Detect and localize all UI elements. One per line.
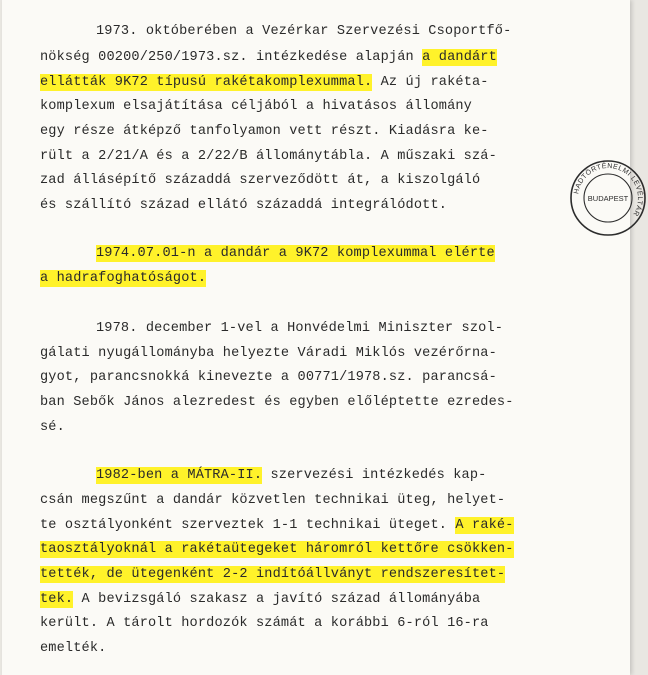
highlighted-text: tették, de ütegenként 2-2 indítóállványt rendszeresítet-	[40, 567, 506, 582]
text-line	[40, 419, 65, 437]
highlighted-text: tek.	[40, 592, 74, 607]
text-segment: zad állásépítő századdá szerveződött át, a kiszolgáló	[40, 173, 481, 188]
highlighted-text: a hadrafoghatóságot.	[40, 271, 207, 286]
text-segment: sé.	[40, 420, 65, 435]
text-line	[40, 123, 489, 141]
text-segment: A bevizsgáló szakasz a javító század állományába	[73, 592, 481, 607]
text-line	[40, 394, 514, 412]
text-line	[40, 566, 505, 584]
text-line	[40, 517, 514, 535]
text-line	[40, 640, 106, 658]
text-line	[40, 98, 472, 116]
text-segment: került. A tárolt hordozók számát a korábbi 6-ról 16-ra	[40, 616, 489, 631]
text-segment: egy része átképző tanfolyamon vett részt. Kiadásra ke-	[40, 124, 489, 139]
document-page	[2, 0, 644, 675]
stamp-center-text: BUDAPEST	[587, 194, 629, 203]
highlighted-text: taosztályoknál a rakétaütegeket háromról kettőre csökken-	[40, 542, 514, 557]
highlighted-text: 1974.07.01-n a dandár a 9K72 komplexummal elérte	[96, 246, 495, 261]
text-line	[96, 320, 503, 338]
text-line	[96, 467, 486, 485]
text-line	[40, 369, 497, 387]
text-line	[96, 23, 511, 41]
text-segment: szervezési intézkedés kap-	[262, 468, 487, 483]
highlighted-text: A raké-	[455, 518, 514, 533]
text-line	[40, 345, 497, 363]
text-segment: és szállító század ellátó századdá integrálódott.	[40, 198, 448, 213]
text-segment: komplexum elsajátítása céljából a hivatásos állomány	[40, 99, 472, 114]
text-segment: emelték.	[40, 641, 107, 656]
text-segment: rült a 2/21/A és a 2/22/B állománytábla. A műszaki szá-	[40, 149, 497, 164]
text-line	[96, 245, 495, 263]
text-line	[40, 270, 206, 288]
text-line	[40, 49, 497, 67]
text-line	[40, 172, 480, 190]
text-segment: gálati nyugállományba helyezte Váradi Miklós vezérőrna-	[40, 346, 497, 361]
stamp-ring-text: HADTÖRTÉNELMI LEVÉLTÁR	[573, 162, 644, 218]
text-line	[40, 591, 480, 609]
text-segment: 1978. december 1-vel a Honvédelmi Miniszter szol-	[96, 321, 504, 336]
text-line	[40, 148, 497, 166]
text-line	[40, 197, 447, 215]
text-segment: 1973. októberében a Vezérkar Szervezési Csoportfő-	[96, 24, 512, 39]
text-line	[40, 492, 505, 510]
archive-stamp	[568, 158, 648, 238]
highlighted-text: a dandárt	[422, 50, 497, 65]
text-segment: Az új rakéta-	[372, 75, 489, 90]
text-line	[40, 615, 489, 633]
text-line	[40, 74, 489, 92]
text-segment: csán megszűnt a dandár közvetlen technikai üteg, helyet-	[40, 493, 506, 508]
text-segment: nökség 00200/250/1973.sz. intézkedése alapján	[40, 50, 423, 65]
text-segment: gyot, parancsnokká kinevezte a 00771/1978.sz. parancsá-	[40, 370, 497, 385]
text-segment: ban Sebők János alezredest és egyben előléptette ezredes-	[40, 395, 514, 410]
highlighted-text: ellátták 9K72 típusú rakétakomplexummal.	[40, 75, 373, 90]
text-line	[40, 541, 514, 559]
highlighted-text: 1982-ben a MÁTRA-II.	[96, 468, 263, 483]
text-segment: te osztályonként szerveztek 1-1 technikai üteget.	[40, 518, 456, 533]
